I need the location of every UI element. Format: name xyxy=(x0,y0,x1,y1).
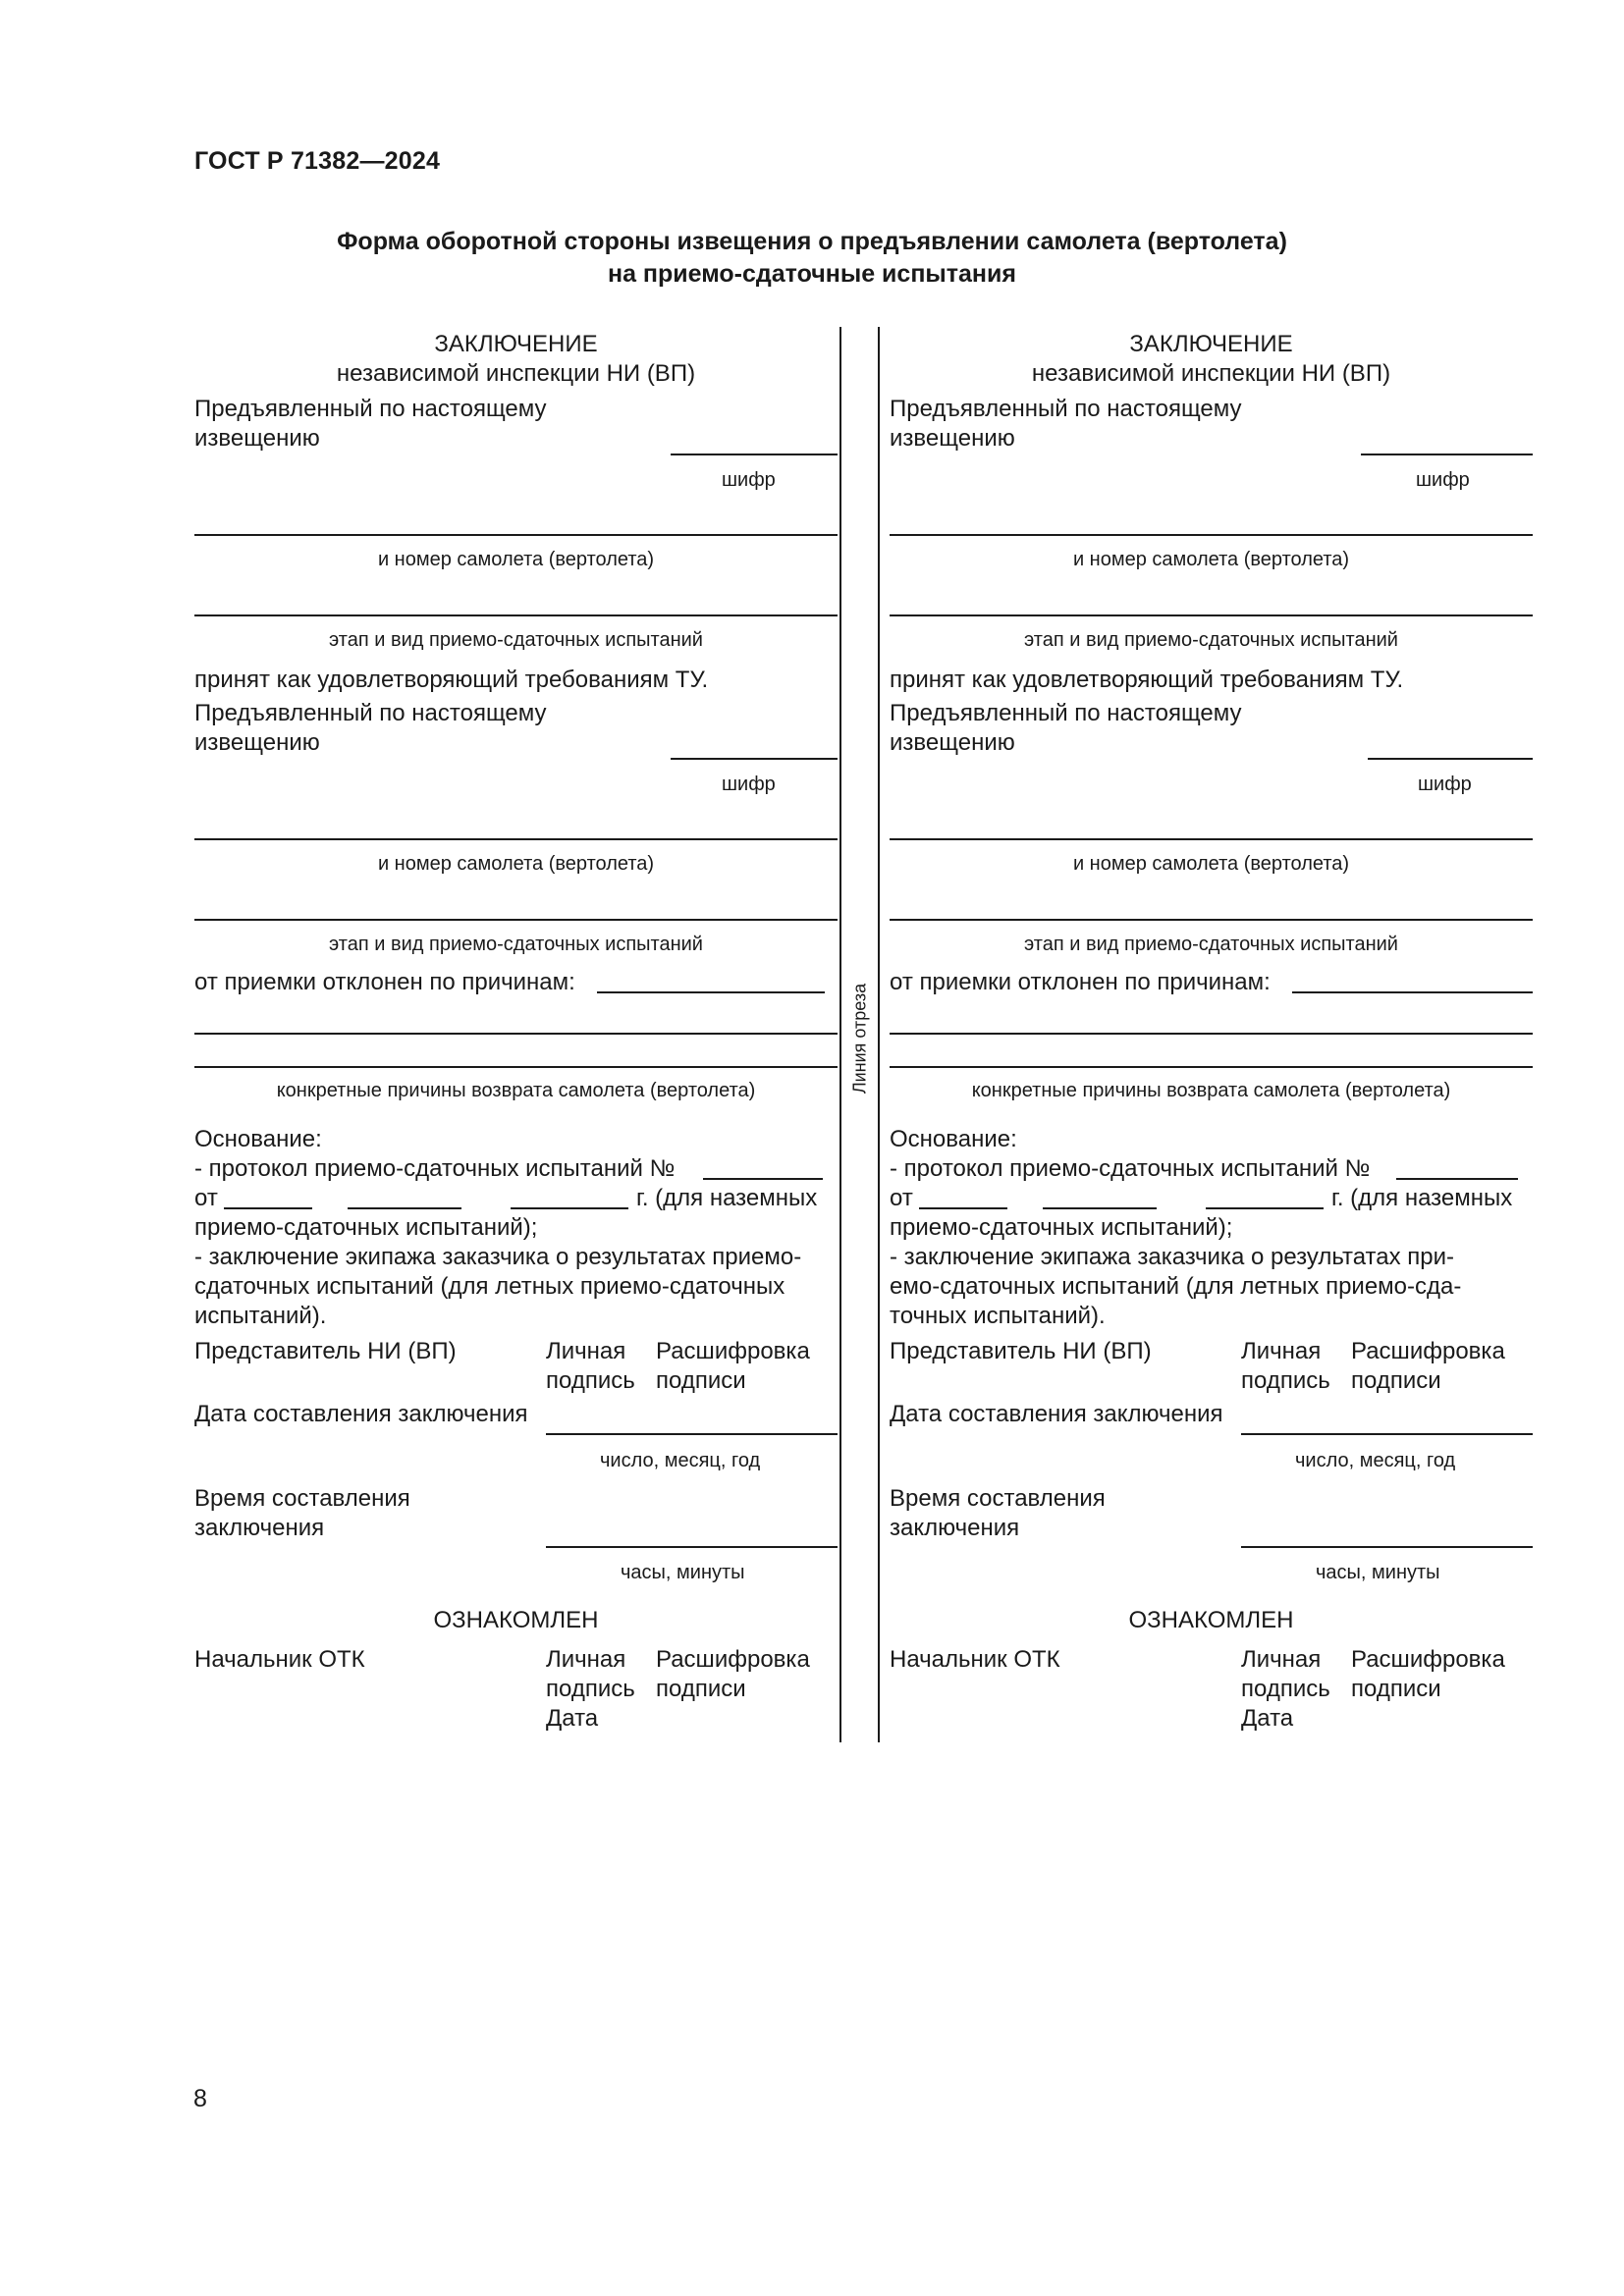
test-stage-field[interactable] xyxy=(890,614,1533,616)
basis-heading: Основание: xyxy=(194,1126,322,1152)
time-label-line-1: Время составления xyxy=(890,1485,1106,1512)
time-caption: часы, минуты xyxy=(621,1562,745,1583)
test-stage-caption: этап и вид приемо-сдаточных испытаний xyxy=(1024,629,1398,651)
protocol-day-field[interactable] xyxy=(224,1207,312,1209)
aircraft-number-field[interactable] xyxy=(194,838,838,840)
time-label-line-1: Время составления xyxy=(194,1485,410,1512)
signature-label: подпись xyxy=(546,1676,635,1702)
cipher-field[interactable] xyxy=(1368,758,1533,760)
test-stage-field[interactable] xyxy=(194,614,838,616)
presented-label-line-2: извещению xyxy=(890,425,1015,452)
date-label: Дата составления заключения xyxy=(194,1401,528,1427)
crew-conclusion-line-3: испытаний). xyxy=(194,1303,327,1329)
conclusion-subheading: независимой инспекции НИ (ВП) xyxy=(1031,360,1391,387)
aircraft-number-caption: и номер самолета (вертолета) xyxy=(377,853,655,875)
decoding-label: Расшифровка xyxy=(1351,1338,1505,1364)
time-label-line-2: заключения xyxy=(890,1515,1020,1541)
otk-chief-label: Начальник ОТК xyxy=(194,1646,365,1673)
form-copy-right xyxy=(890,0,1533,2296)
aircraft-number-field[interactable] xyxy=(890,534,1533,536)
cipher-caption: шифр xyxy=(722,469,776,491)
time-label-line-2: заключения xyxy=(194,1515,325,1541)
conclusion-heading: ЗАКЛЮЧЕНИЕ xyxy=(1129,331,1293,357)
rejection-reason-field[interactable] xyxy=(1292,991,1533,993)
crew-conclusion-line-3: точных испытаний). xyxy=(890,1303,1106,1329)
crew-conclusion-line-1: - заключение экипажа заказчика о результатах приемо- xyxy=(194,1244,802,1270)
rejection-reason-field[interactable] xyxy=(597,991,825,993)
personal-signature-label: Личная xyxy=(1241,1338,1322,1364)
decoding-label: Расшифровка xyxy=(656,1338,810,1364)
presented-label-line-2: извещению xyxy=(194,425,320,452)
test-stage-field[interactable] xyxy=(194,919,838,921)
protocol-number-field[interactable] xyxy=(703,1178,823,1180)
date-caption: число, месяц, год xyxy=(600,1450,761,1471)
decoding-label: Расшифровка xyxy=(656,1646,810,1673)
decoding-sub-label: подписи xyxy=(1351,1367,1441,1394)
year-suffix: г. (для наземных xyxy=(1331,1185,1513,1211)
from-label: от xyxy=(194,1185,218,1211)
aircraft-number-caption: и номер самолета (вертолета) xyxy=(377,549,655,570)
document-header: ГОСТ Р 71382—2024 xyxy=(194,147,441,175)
form-copy-left xyxy=(194,0,838,2296)
aircraft-number-field[interactable] xyxy=(194,534,838,536)
crew-conclusion-line-2: емо-сдаточных испытаний (для летных приемо-сда- xyxy=(890,1273,1462,1300)
test-stage-caption: этап и вид приемо-сдаточных испытаний xyxy=(1024,934,1398,955)
cipher-caption: шифр xyxy=(1416,469,1470,491)
personal-signature-label: Личная xyxy=(546,1338,626,1364)
rejected-text: от приемки отклонен по причинам: xyxy=(890,969,1271,995)
protocol-year-field[interactable] xyxy=(511,1207,628,1209)
from-label: от xyxy=(890,1185,913,1211)
aircraft-number-caption: и номер самолета (вертолета) xyxy=(1072,853,1350,875)
page-number: 8 xyxy=(193,2085,207,2112)
accepted-text: принят как удовлетворяющий требованиям ТУ. xyxy=(194,667,709,693)
date-short-label: Дата xyxy=(1241,1705,1294,1732)
protocol-text: - протокол приемо-сдаточных испытаний № xyxy=(194,1155,676,1182)
return-reasons-caption: конкретные причины возврата самолета (вертолета) xyxy=(276,1080,756,1101)
date-label: Дата составления заключения xyxy=(890,1401,1223,1427)
time-field[interactable] xyxy=(1241,1546,1533,1548)
protocol-month-field[interactable] xyxy=(348,1207,461,1209)
presented-label-line-1: Предъявленный по настоящему xyxy=(194,700,547,726)
decoding-label: Расшифровка xyxy=(1351,1646,1505,1673)
cipher-field[interactable] xyxy=(671,454,838,455)
time-field[interactable] xyxy=(546,1546,838,1548)
crew-conclusion-line-1: - заключение экипажа заказчика о результатах при- xyxy=(890,1244,1455,1270)
form-title-line-2: на приемо-сдаточные испытания xyxy=(607,260,1016,288)
aircraft-number-caption: и номер самолета (вертолета) xyxy=(1072,549,1350,570)
presented-label-line-2: извещению xyxy=(890,729,1015,756)
protocol-number-field[interactable] xyxy=(1396,1178,1518,1180)
signature-label: подпись xyxy=(1241,1676,1330,1702)
date-field[interactable] xyxy=(546,1433,838,1435)
decoding-sub-label: подписи xyxy=(1351,1676,1441,1702)
presented-label-line-1: Предъявленный по настоящему xyxy=(890,396,1242,422)
conclusion-subheading: независимой инспекции НИ (ВП) xyxy=(336,360,696,387)
rejected-text: от приемки отклонен по причинам: xyxy=(194,969,575,995)
cipher-caption: шифр xyxy=(722,774,776,795)
crew-conclusion-line-2: сдаточных испытаний (для летных приемо-сдаточных xyxy=(194,1273,785,1300)
acquainted-heading: ОЗНАКОМЛЕН xyxy=(433,1607,599,1633)
otk-chief-label: Начальник ОТК xyxy=(890,1646,1060,1673)
date-short-label: Дата xyxy=(546,1705,599,1732)
personal-signature-label: Личная xyxy=(1241,1646,1322,1673)
rejection-reason-line[interactable] xyxy=(194,1066,838,1068)
return-reasons-caption: конкретные причины возврата самолета (вертолета) xyxy=(971,1080,1451,1101)
cipher-field[interactable] xyxy=(671,758,838,760)
basis-heading: Основание: xyxy=(890,1126,1017,1152)
rejection-reason-line[interactable] xyxy=(194,1033,838,1035)
accepted-text: принят как удовлетворяющий требованиям ТУ. xyxy=(890,667,1404,693)
decoding-sub-label: подписи xyxy=(656,1676,746,1702)
presented-label-line-2: извещению xyxy=(194,729,320,756)
date-field[interactable] xyxy=(1241,1433,1533,1435)
signature-label: подпись xyxy=(546,1367,635,1394)
aircraft-number-field[interactable] xyxy=(890,838,1533,840)
year-suffix: г. (для наземных xyxy=(636,1185,818,1211)
protocol-month-field[interactable] xyxy=(1043,1207,1157,1209)
date-caption: число, месяц, год xyxy=(1295,1450,1456,1471)
personal-signature-label: Личная xyxy=(546,1646,626,1673)
presented-label-line-1: Предъявленный по настоящему xyxy=(890,700,1242,726)
cut-line xyxy=(839,327,841,1742)
cipher-field[interactable] xyxy=(1361,454,1533,455)
test-stage-field[interactable] xyxy=(890,919,1533,921)
signature-label: подпись xyxy=(1241,1367,1330,1394)
representative-label: Представитель НИ (ВП) xyxy=(194,1338,457,1364)
column-separator xyxy=(878,327,880,1742)
ground-tests-text: приемо-сдаточных испытаний); xyxy=(890,1214,1233,1241)
rejection-reason-line[interactable] xyxy=(890,1033,1533,1035)
protocol-text: - протокол приемо-сдаточных испытаний № xyxy=(890,1155,1371,1182)
representative-label: Представитель НИ (ВП) xyxy=(890,1338,1152,1364)
ground-tests-text: приемо-сдаточных испытаний); xyxy=(194,1214,538,1241)
cut-line-label: Линия отреза xyxy=(849,983,870,1095)
acquainted-heading: ОЗНАКОМЛЕН xyxy=(1128,1607,1294,1633)
protocol-year-field[interactable] xyxy=(1206,1207,1324,1209)
form-title-line-1: Форма оборотной стороны извещения о предъявлении самолета (вертолета) xyxy=(337,228,1287,255)
protocol-day-field[interactable] xyxy=(919,1207,1007,1209)
test-stage-caption: этап и вид приемо-сдаточных испытаний xyxy=(329,629,703,651)
cipher-caption: шифр xyxy=(1418,774,1472,795)
presented-label-line-1: Предъявленный по настоящему xyxy=(194,396,547,422)
rejection-reason-line[interactable] xyxy=(890,1066,1533,1068)
test-stage-caption: этап и вид приемо-сдаточных испытаний xyxy=(329,934,703,955)
decoding-sub-label: подписи xyxy=(656,1367,746,1394)
conclusion-heading: ЗАКЛЮЧЕНИЕ xyxy=(434,331,598,357)
time-caption: часы, минуты xyxy=(1316,1562,1440,1583)
